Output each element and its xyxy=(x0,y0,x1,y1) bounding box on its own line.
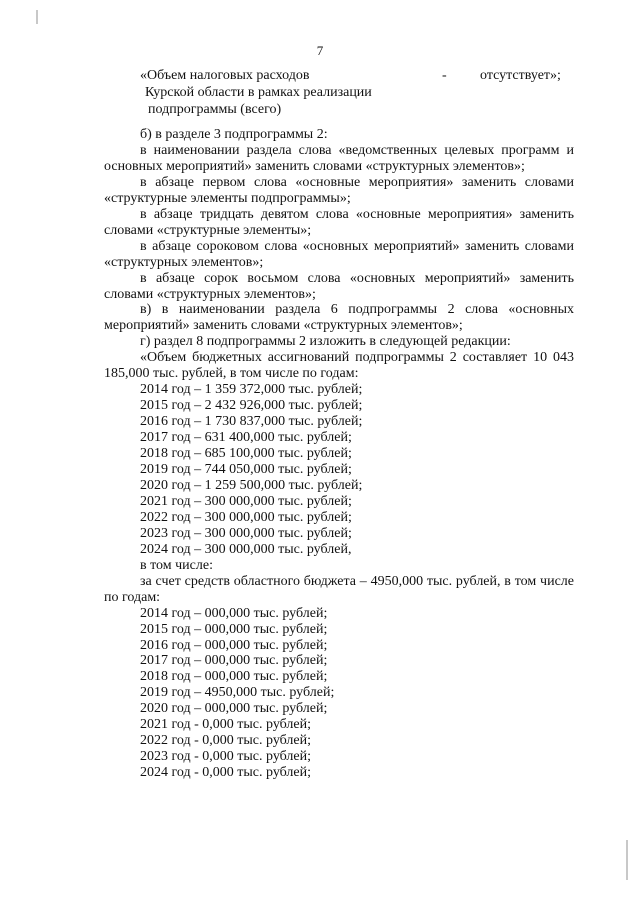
paragraph: за счет средств областного бюджета – 4950,000 тыс. рублей, в том числе по годам: xyxy=(104,573,574,605)
paragraph: в) в наименовании раздела 6 подпрограммы 2 слова «основных мероприятий» заменить словами «структурных элементов»; xyxy=(104,302,574,334)
list-item: 2024 год – 300 000,000 тыс. рублей, xyxy=(140,541,352,557)
scan-mark xyxy=(36,10,38,24)
list-item: в том числе: xyxy=(140,557,213,573)
header-value: отсутствует»; xyxy=(480,68,561,83)
list-item: 2015 год – 000,000 тыс. рублей; xyxy=(140,621,328,637)
paragraph: г) раздел 8 подпрограммы 2 изложить в следующей редакции: xyxy=(140,334,511,350)
paragraph: в абзаце сороковом слова «основных мероприятий» заменить словами «структурных элементов»; xyxy=(104,238,574,270)
paragraph: «Объем бюджетных ассигнований подпрограммы 2 составляет 10 043 185,000 тыс. рублей, в том числе по годам: xyxy=(104,350,574,382)
list-item: 2017 год – 000,000 тыс. рублей; xyxy=(140,653,328,669)
paragraph: в абзаце сорок восьмом слова «основных мероприятий» заменить словами «структурных элементов»; xyxy=(104,270,574,302)
paragraph: б) в разделе 3 подпрограммы 2: xyxy=(140,127,328,142)
list-item: 2019 год – 744 050,000 тыс. рублей; xyxy=(140,462,352,478)
list-item: 2023 год - 0,000 тыс. рублей; xyxy=(140,749,312,765)
paragraph: в абзаце первом слова «основные мероприятия» заменить словами «структурные элементы подпрограммы»; xyxy=(104,174,574,206)
list-item: 2019 год – 4950,000 тыс. рублей; xyxy=(140,685,335,701)
list-item: 2015 год – 2 432 926,000 тыс. рублей; xyxy=(140,398,363,414)
list-item: 2023 год – 300 000,000 тыс. рублей; xyxy=(140,525,352,541)
list-item: 2018 год – 000,000 тыс. рублей; xyxy=(140,669,328,685)
header-dash: - xyxy=(442,68,447,83)
list-item: 2016 год – 000,000 тыс. рублей; xyxy=(140,637,328,653)
list-item: 2021 год – 300 000,000 тыс. рублей; xyxy=(140,493,352,509)
list-item: 2017 год – 631 400,000 тыс. рублей; xyxy=(140,430,352,446)
scan-mark xyxy=(626,840,628,880)
document-body xyxy=(104,127,574,781)
list-item: 2020 год – 1 259 500,000 тыс. рублей; xyxy=(140,477,363,493)
header-label-line-2: Курской области в рамках реализации xyxy=(145,85,372,100)
list-item: 2014 год – 1 359 372,000 тыс. рублей; xyxy=(140,382,363,398)
list-item: 2021 год - 0,000 тыс. рублей; xyxy=(140,717,312,733)
header-label-line-1: «Объем налоговых расходов xyxy=(140,68,310,83)
paragraph: в абзаце тридцать девятом слова «основные мероприятия» заменить словами «структурные элементы»; xyxy=(104,206,574,238)
page-number: 7 xyxy=(316,43,324,58)
header-label-line-3: подпрограммы (всего) xyxy=(148,102,282,117)
list-item: 2022 год - 0,000 тыс. рублей; xyxy=(140,733,312,749)
paragraph: в наименовании раздела слова «ведомственных целевых программ и основных мероприятий» заменить словами «структурных элементов»; xyxy=(104,142,574,174)
list-item: 2022 год – 300 000,000 тыс. рублей; xyxy=(140,509,352,525)
list-item: 2016 год – 1 730 837,000 тыс. рублей; xyxy=(140,414,363,430)
list-item: 2018 год – 685 100,000 тыс. рублей; xyxy=(140,446,352,462)
list-item: 2020 год – 000,000 тыс. рублей; xyxy=(140,701,328,717)
list-item: 2014 год – 000,000 тыс. рублей; xyxy=(140,605,328,621)
list-item: 2024 год - 0,000 тыс. рублей; xyxy=(140,765,312,781)
